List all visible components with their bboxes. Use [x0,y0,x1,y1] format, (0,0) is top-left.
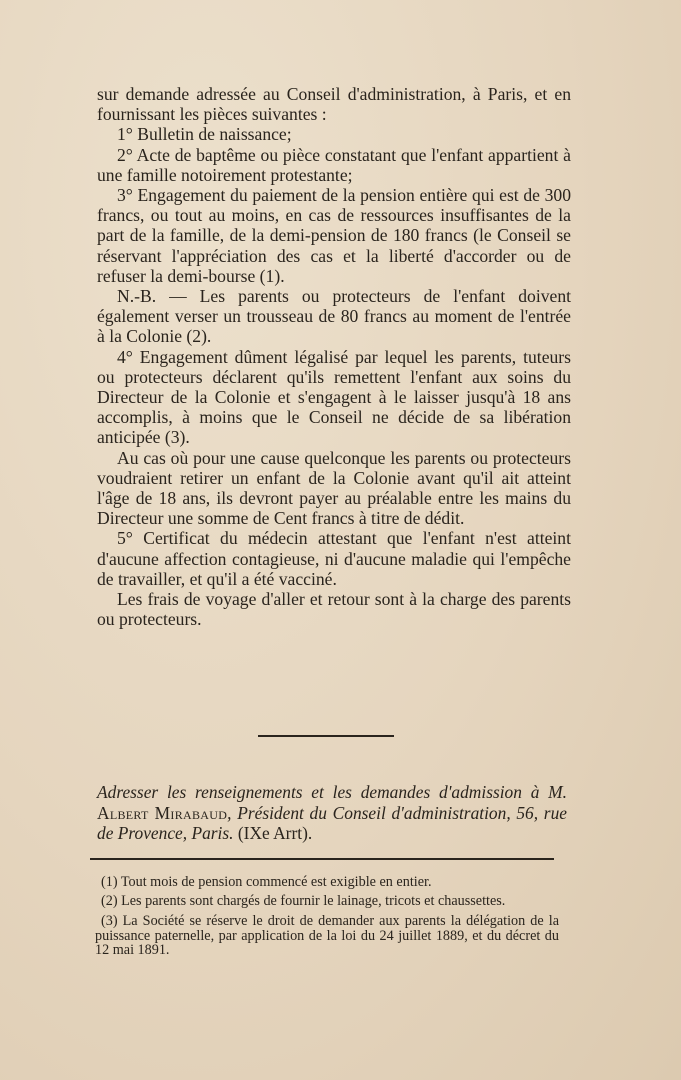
paragraph-withdrawal: Au cas où pour une cause quelconque les parents ou protecteurs voudraient retirer un enfant de la Colonie avant qu'il ait atteint l'âge de 18 ans, ils devront payer au préalable entre les mains du Directeur une somme de Cent francs à titre de dédit. [97,447,571,529]
footnotes [95,875,559,958]
footnote-rule [90,858,554,860]
paragraph-item-4: 4° Engagement dûment légalisé par lequel les parents, tuteurs ou protecteurs déclarent qu'ils remettent l'enfant aux soins du Directeur de la Colonie et s'engagent à le laisser jusqu'à 18 ans accomplis, à moins que le Conseil ne décide de sa libération anticipée (3). [97,346,571,448]
paragraph-intro: sur demande adressée au Conseil d'administration, à Paris, et en fournissant les pièces suivantes : [97,84,571,125]
paragraph-item-1: 1° Bulletin de naissance; [117,124,292,145]
address-part-1: Adresser les renseignements et les demandes d'admission à M. [97,782,567,803]
paragraph-item-2: 2° Acte de baptême ou pièce constatant que l'enfant appartient à une famille notoirement protestante; [97,144,571,185]
paragraph-travel: Les frais de voyage d'aller et retour sont à la charge des parents ou protecteurs. [97,589,571,630]
footnote-2: (2) Les parents sont chargés de fournir le lainage, tricots et chaussettes. [101,892,506,909]
paragraph-item-3: 3° Engagement du paiement de la pension entière qui est de 300 francs, ou tout au moins, en cas de ressources insuffisantes de la part de la famille, de la demi-pension de 180 francs (le Conseil se réservant l'appréciation des cas et la liberté d'accorder ou de refuser la demi-bourse (1). [97,185,571,286]
footnote-3: (3) La Société se réserve le droit de demander aux parents la délégation de la puissance paternelle, par application de la loi du 24 juillet 1889, et du décret du 12 mai 1891. [95,913,559,959]
separator-rule [258,735,394,737]
arrondissement: (IXe Arrt). [237,823,313,844]
paragraph-item-5: 5° Certificat du médecin attestant que l'enfant n'est atteint d'aucune affection contagieuse, ni d'aucune maladie qui l'empêche de travailler, et qu'il a été vacciné. [97,528,571,589]
footnote-1: (1) Tout mois de pension commencé est exigible en entier. [101,874,432,890]
address-notice [97,782,567,843]
main-text [97,84,571,629]
president-name: Albert Mirabaud [97,802,228,823]
address-part-2: , Président du Conseil d'administration, 56, rue de Provence, Paris. [97,802,567,844]
paragraph-nota-bene: N.-B. — Les parents ou protecteurs de l'enfant doivent également verser un trousseau de 80 francs au moment de l'entrée à la Colonie (2). [97,286,571,347]
